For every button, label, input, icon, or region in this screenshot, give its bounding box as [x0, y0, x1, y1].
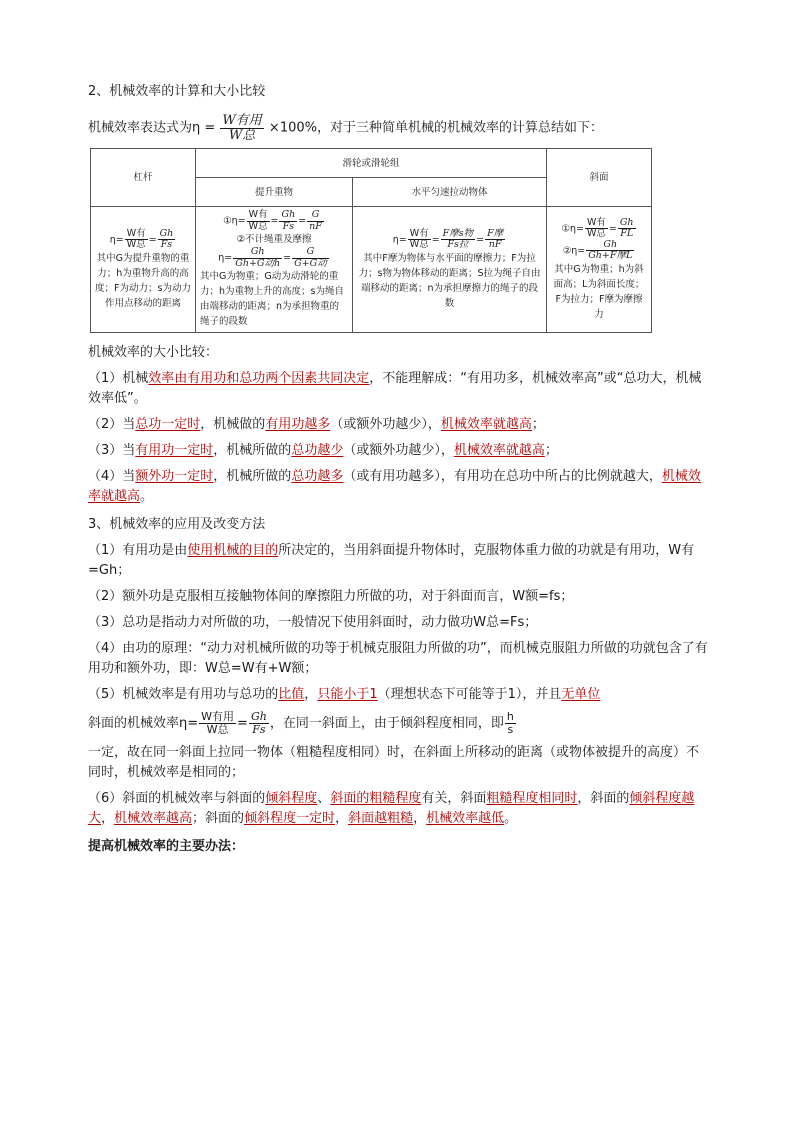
s3-5-c: （理想状态下可能等于1），并且 — [377, 687, 562, 703]
s3-6-c: 有关，斜面 — [421, 791, 487, 807]
c4-u1: 额外功一定时 — [135, 469, 214, 485]
lift-f2-den: Fs — [282, 220, 295, 232]
lift-eq2: η= — [218, 252, 233, 264]
formula-suffix: ×100%，对于三种简单机械的机械效率的计算总结如下： — [268, 120, 603, 136]
s3-5-u2: 只能小于1 — [317, 687, 378, 703]
incl-eq: = — [237, 716, 248, 732]
horizontal-f2-den: Fs拉 — [447, 239, 469, 251]
header-incline: 斜面 — [547, 149, 652, 207]
incl-f3-den: s — [507, 723, 514, 737]
c3-a: （3）当 — [88, 443, 136, 459]
s3-6-h: ， — [413, 811, 427, 827]
s3-6-d: ，斜面的 — [577, 791, 630, 807]
s3-6-u6: 倾斜程度一定时 — [244, 811, 336, 827]
s3-6-u1: 倾斜程度 — [265, 791, 318, 807]
incline-formula-1: ①η= $\frac{\text{W有}}{\text{W总}}$ = $\frac{Gh}{FL}$ — [561, 216, 634, 240]
header-lever: 杠杆 — [91, 149, 196, 207]
incline-f1-den: W总 — [586, 228, 606, 240]
horizontal-f3-den: nF — [488, 239, 502, 251]
horizontal-f1-num: W有 — [409, 227, 429, 239]
c1-a: （1）机械 — [88, 371, 149, 387]
lift-g1-num: Gh — [233, 247, 282, 258]
incl-f3-num: h — [506, 710, 514, 724]
header-lift: 提升重物 — [196, 178, 353, 207]
s3-item-3: （3）总功是指动力对所做的功，一般情况下使用斜面时，动力做功W总=Fs； — [88, 615, 538, 631]
header-horizontal: 水平匀速拉动物体 — [353, 178, 547, 207]
formula-prefix: 机械效率表达式为η = — [88, 120, 216, 136]
horizontal-f1-den: W总 — [409, 239, 429, 251]
compare-item-2 — [88, 415, 710, 435]
formula-denominator: W总 — [228, 127, 256, 143]
horizontal-f3-num: F摩 — [487, 227, 504, 239]
c4-a: （4）当 — [88, 469, 136, 485]
improve-title: 提高机械效率的主要办法： — [88, 839, 245, 855]
incline-f2-num: Gh — [619, 216, 634, 228]
lever-eq-prefix: η= — [109, 234, 124, 246]
lever-cell — [91, 207, 196, 333]
lift-f2-num: Gh — [281, 209, 296, 221]
incl-f2-den: Fs — [252, 723, 266, 737]
lift-f1-num: W有 — [248, 209, 268, 221]
c1-u: 效率由有用功和总功两个因素共同决定 — [148, 371, 370, 387]
incline-cell — [547, 207, 652, 333]
lift-c1: ①η= — [223, 215, 246, 227]
compare-item-3 — [88, 441, 710, 461]
c3-u3: 机械效率就越高 — [453, 443, 545, 459]
section2-heading: 2、机械效率的计算和大小比较 — [88, 84, 266, 99]
lever-f1-num: W有 — [126, 227, 146, 239]
incl-f2-num: Gh — [250, 710, 267, 724]
lift-formula-1: ①η= $\frac{\text{W有}}{\text{W总}}$ = $\frac{Gh}{Fs}$ = $\frac{G}{nF}$ — [223, 209, 322, 232]
lift-f3-num: G — [307, 210, 324, 221]
incline-desc: 其中G为物重；h为斜面高；L为斜面长度；F为拉力；F摩为摩擦力 — [553, 263, 645, 320]
s3-6-i: 。 — [504, 811, 518, 827]
c3-b: ，机械所做的 — [213, 443, 292, 459]
incl-f1-den: W总 — [206, 723, 229, 737]
incline-efficiency-line — [88, 709, 710, 739]
lift-condition: ②不计绳重及摩擦 — [236, 234, 312, 246]
s3-6-u3: 粗糙程度相同时 — [486, 791, 578, 807]
incline-f1-num: W有 — [586, 216, 606, 228]
c2-u2: 有用功越多 — [265, 417, 331, 433]
s3-6-u4: 倾斜程度越大 — [88, 791, 695, 827]
lift-cell — [196, 207, 353, 333]
s3-5-a: （5）机械效率是有用功与总功的 — [88, 687, 279, 703]
header-pulley: 滑轮或滑轮组 — [196, 149, 547, 178]
incline-g1-num: Gh — [586, 240, 634, 251]
incl-b: ，在同一斜面上，由于倾斜程度相同，即 — [269, 716, 504, 732]
lift-formula-2: η= $\frac{Gh}{\text{Gh+G动h}}$ = $\frac{G}{\text{G+G动}}$ — [218, 246, 327, 269]
lever-eq: = — [148, 234, 157, 246]
efficiency-formula-line — [88, 114, 710, 142]
s3-item-4: （4）由功的原理：“动力对机械所做的功等于机械克服阻力所做的功”，而机械克服阻力所做的功就包含了有用功和额外功，即：W总=W有+W额； — [88, 641, 708, 677]
s3-6-u5: 机械效率越高 — [114, 811, 193, 827]
horizontal-desc: 其中F摩为物体与水平面的摩擦力；F为拉力；s物为物体移动的距离；S拉为绳子自由端移动的距离；n为承担摩擦力的绳子的段数 — [358, 252, 541, 309]
s3-item-5 — [88, 685, 710, 705]
s3-1-b: 所决定的，当用斜面提升物体时，克服物体重力做的功就是有用功，W有=Gh； — [88, 543, 695, 579]
s3-6-u8: 机械效率越低 — [426, 811, 505, 827]
s3-item-6 — [88, 789, 710, 829]
lever-f2-num: Gh — [159, 227, 174, 239]
lever-formula — [95, 229, 191, 251]
horizontal-cell — [353, 207, 547, 333]
horizontal-formula: η= $\frac{\text{W有}}{\text{W总}}$ = $\frac{\text{F摩s物}}{\text{Fs拉}}$ = $\frac{\text{F摩}}{nF}$ — [392, 227, 504, 251]
section3-heading: 3、机械效率的应用及改变方法 — [88, 517, 266, 533]
s3-5-b: ， — [304, 687, 318, 703]
c4-u2: 总功越多 — [291, 469, 344, 485]
lift-g2-num: G — [292, 247, 329, 258]
s3-item-1 — [88, 541, 710, 581]
c2-d: ； — [531, 417, 545, 433]
formula-fraction — [220, 114, 263, 142]
lift-f1-den: W总 — [248, 220, 268, 232]
incl-a: 斜面的机械效率η= — [88, 716, 199, 732]
c3-d: ； — [544, 443, 558, 459]
c3-u1: 有用功一定时 — [135, 443, 214, 459]
c2-a: （2）当 — [88, 417, 136, 433]
lift-desc: 其中G为物重；G动为动滑轮的重力；h为重物上升的高度；s为绳自由端移动的距离；n为承担物重的绳子的段数 — [200, 271, 344, 328]
incline-c2: ②η= — [562, 245, 586, 257]
s3-6-a: （6）斜面的机械效率与斜面的 — [88, 791, 266, 807]
s3-5-u1: 比值 — [278, 687, 305, 703]
s3-6-b: 、 — [317, 791, 331, 807]
s3-6-u2: 斜面的粗糙程度 — [330, 791, 422, 807]
c2-u1: 总功一定时 — [135, 417, 201, 433]
horizontal-eq-prefix: η= — [392, 234, 407, 246]
c3-c: （或额外功越少）， — [343, 443, 454, 459]
c3-u2: 总功越少 — [291, 443, 344, 459]
incline-formula-2 — [551, 240, 647, 262]
c4-b: ，机械所做的 — [213, 469, 292, 485]
s3-5-u3: 无单位 — [561, 687, 601, 703]
s3-6-u7: 斜面越粗糙 — [348, 811, 414, 827]
s3-item-5-continued: 一定，故在同一斜面上拉同一物体（粗糙程度相同）时，在斜面上所移动的距离（或物体被提升的高度）不同时，机械效率是相同的； — [88, 745, 700, 781]
lever-f2-den: Fs — [160, 239, 173, 251]
incl-f1-num: W有用 — [201, 710, 235, 724]
incline-f2-den: FL — [620, 228, 634, 240]
s3-item-2: （2）额外功是克服相互接触物体间的摩擦阻力所做的功，对于斜面而言，W额=fs； — [88, 589, 574, 605]
lever-f1-den: W总 — [126, 239, 146, 251]
lift-f3-den: nF — [309, 220, 322, 232]
c1-b: ，不能理解成：“有用功多，机械效率高”或“总功大，机械效率低”。 — [88, 371, 702, 407]
s3-6-e: ， — [101, 811, 115, 827]
c4-d: 。 — [140, 489, 154, 505]
document-body — [88, 78, 710, 857]
c2-b: ，机械做的 — [200, 417, 266, 433]
c2-c: （或额外功越少）， — [330, 417, 441, 433]
s3-1-u: 使用机械的目的 — [187, 543, 279, 559]
s3-6-f: ；斜面的 — [192, 811, 245, 827]
s3-6-g: ， — [335, 811, 349, 827]
lift-g2-den: G+G动 — [294, 257, 327, 269]
horizontal-f2-num: F摩s物 — [442, 227, 474, 239]
incline-g1-den: Gh+F摩L — [588, 250, 633, 262]
compare-item-4 — [88, 467, 710, 507]
lift-g1-den: Gh+G动h — [235, 257, 281, 269]
incline-c1: ①η= — [561, 223, 584, 235]
c2-u3: 机械效率就越高 — [440, 417, 532, 433]
s3-1-a: （1）有用功是由 — [88, 543, 188, 559]
c4-u3: 机械效率就越高 — [88, 469, 701, 505]
efficiency-table — [90, 148, 652, 333]
lever-desc: 其中G为提升重物的重力；h为重物升高的高度；F为动力；s为动力作用点移动的距离 — [95, 252, 191, 309]
compare-title: 机械效率的大小比较： — [88, 345, 219, 361]
compare-item-1 — [88, 369, 710, 409]
c4-c: （或有用功越多），有用功在总功中所占的比例就越大， — [343, 469, 662, 485]
formula-numerator: W有用 — [222, 113, 262, 128]
